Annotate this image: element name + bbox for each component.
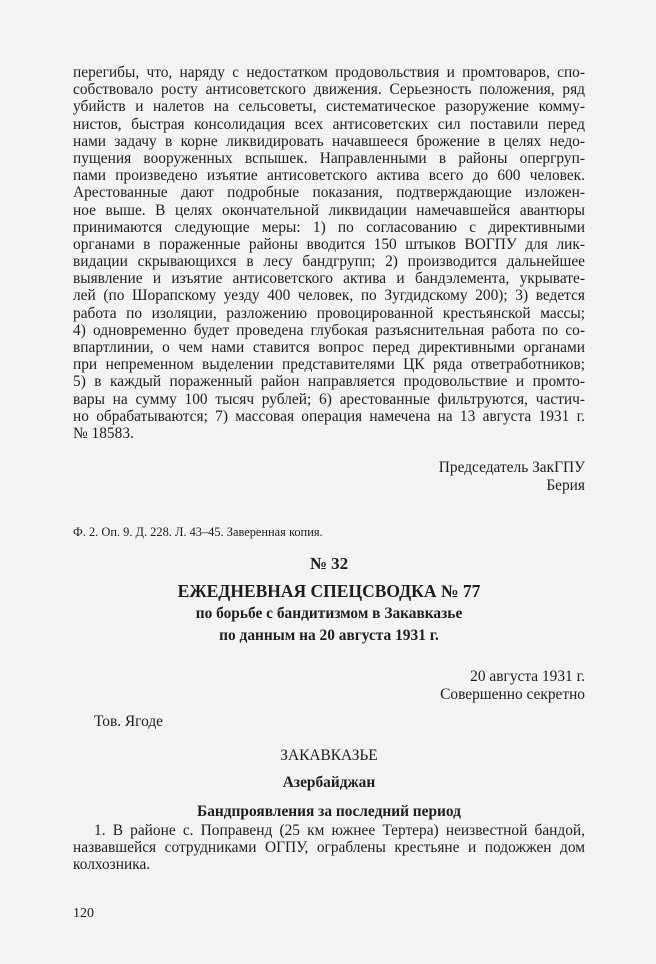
region-heading: ЗАКАВКАЗЬЕ <box>280 747 378 764</box>
text-line: убийств и налетов на сельсоветы, систематическое разоружение комму- <box>73 98 585 116</box>
paragraph <box>73 822 585 874</box>
text-line: перегибы, что, наряду с недостатком продовольствия и промтоваров, спо- <box>73 64 585 81</box>
document-number: № 32 <box>309 554 349 573</box>
body-text <box>73 64 585 442</box>
text-line: пами произведено изъятие антисоветского актива всего до 600 человек. <box>73 167 585 185</box>
text-line: лей (по Шорапскому уезду 400 человек, по Зугдидскому 200); 3) ведется <box>73 287 585 305</box>
text-line: принимаются следующие меры: 1) по согласованию с директивными <box>73 218 585 236</box>
text-line: но обрабатываются; 7) массовая операция намечена на 13 августа 1931 г. <box>73 407 585 425</box>
text-line: колхозника. <box>73 856 151 874</box>
text-line: нистов, быстрая консолидация всех антисоветских сил поставили перед <box>73 115 585 133</box>
source-note: Ф. 2. Оп. 9. Д. 228. Л. 43–45. Заверенная копия. <box>73 525 323 539</box>
classification: Совершенно секретно <box>440 686 585 703</box>
text-line: при непременном выделении представителями ЦК ряда ответработников; <box>73 356 585 374</box>
text-line: выявление и изъятие антисоветского актива и бандэлемента, укрывате- <box>73 270 585 288</box>
addressee: Тов. Ягоде <box>94 713 164 730</box>
text-line: ное выше. В целях окончательной ликвидации намечавшейся авантюры <box>73 201 585 219</box>
text-line: нами задачу в корне ликвидировать начавшееся брожение в целях недо- <box>73 132 585 150</box>
document-subtitle-2: по данным на 20 августа 1931 г. <box>219 627 439 644</box>
text-line: впартлинии, о чем нами ставится вопрос перед директивными органами <box>73 339 585 356</box>
text-line: 1. В районе с. Поправенд (25 км южнее Тертера) неизвестной бандой, <box>94 822 585 839</box>
text-line: 5) в каждый пораженный район направляется продовольствие и промто- <box>73 373 585 391</box>
signature-title: Председатель ЗакГПУ <box>438 459 585 476</box>
document-date: 20 августа 1931 г. <box>470 668 585 685</box>
text-line: органами в пораженные районы вводится 150 штыков ВОГПУ для лик- <box>73 235 585 253</box>
section-heading: Бандпроявления за последний период <box>197 803 461 820</box>
signature-name: Берия <box>546 477 585 494</box>
signature <box>73 459 585 495</box>
text-line: собствовало росту антисоветского движения. Серьезность положения, ряд <box>73 81 585 99</box>
text-line: видации скрывающихся в лесу бандгрупп; 2) производится дальнейшее <box>73 253 585 271</box>
text-line: 4) одновременно будет проведена глубокая разъяснительная работа по со- <box>73 321 585 339</box>
text-line: назвавшейся сотрудниками ОГПУ, ограблены крестьяне и подожжен дом <box>73 839 585 857</box>
subregion-heading: Азербайджан <box>282 774 376 791</box>
page-number: 120 <box>73 906 94 921</box>
text-line: работа по изоляции, разложению провоцированной крестьянской массы; <box>73 304 585 322</box>
text-line: вары на сумму 100 тысяч рублей; 6) арестованные фильтруются, частич- <box>73 390 585 408</box>
text-line: пущения вооруженных вспышек. Направленными в районы опергруп- <box>73 149 585 167</box>
text-line: Арестованные дают подробные показания, подтверждающие изложен- <box>73 184 585 202</box>
document-subtitle-1: по борьбе с бандитизмом в Закавказье <box>195 605 463 622</box>
document-title: ЕЖЕДНЕВНАЯ СПЕЦСВОДКА № 77 <box>177 581 481 601</box>
text-line: № 18583. <box>73 424 134 442</box>
